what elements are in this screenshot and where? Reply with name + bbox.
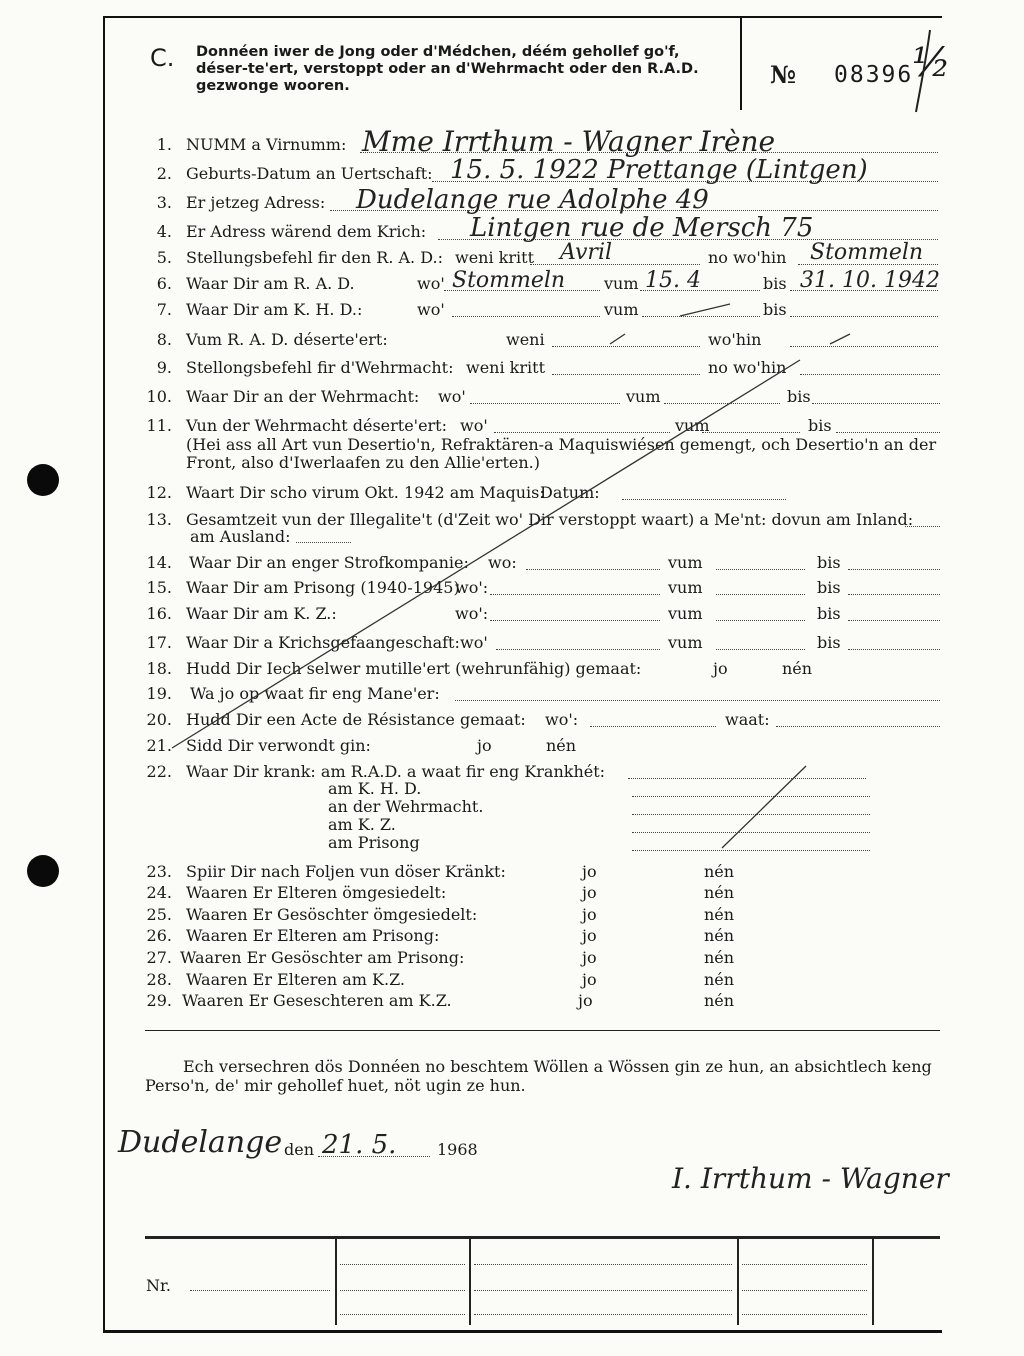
- row-number-6: 6.: [156, 274, 172, 293]
- row-number-10: 10.: [146, 387, 172, 406]
- row-label-8: Vum R. A. D. déserte'ert:: [186, 330, 388, 349]
- row-label-13: Gesamtzeit vun der Illegalite't (d'Zeit wo' Dir verstoppt waart) a Me'nt: dovun am Inland:: [186, 510, 914, 529]
- hw-name: Mme Irrthum - Wagner Irène: [362, 125, 776, 158]
- dash-row8: [610, 334, 625, 344]
- row-23-w1: jo: [582, 862, 597, 881]
- row-27-w2: nén: [704, 948, 735, 967]
- row-11-w2: vum: [675, 416, 710, 435]
- row-label-6: Waar Dir am R. A. D.: [186, 274, 355, 293]
- row-number-4: 4.: [156, 222, 172, 241]
- row-label-23: Spiir Dir nach Foljen vun döser Kränkt:: [186, 862, 506, 881]
- row-11-w3: bis: [808, 416, 832, 435]
- row-26-w1: jo: [582, 926, 597, 945]
- form-number: 08396: [834, 62, 914, 88]
- hw-rad-when: Avril: [560, 240, 613, 265]
- hw-rad-to: 31. 10. 1942: [800, 268, 940, 293]
- row-14-w3: bis: [817, 553, 841, 572]
- row-label-12: Waart Dir scho virum Okt. 1942 am Maquis:: [186, 483, 545, 502]
- row-21-w1: jo: [477, 736, 492, 755]
- row-28-w2: nén: [704, 970, 735, 989]
- row-8-w1: weni: [506, 330, 545, 349]
- row-16-w1: wo':: [455, 604, 489, 623]
- row-label-20: Hudd Dir een Acte de Résistance gemaat:: [186, 710, 526, 729]
- row22-sub-2: an der Wehrmacht.: [328, 797, 484, 816]
- declaration: Ech versechren dös Donnéen no beschtem Wöllen a Wössen gin ze hun, an absichtlech keng Perso'n, de' mir gehollef huet, nöt ugin ze hun.: [145, 1057, 932, 1095]
- row-label-14: Waar Dir an enger Strofkompanie:: [189, 553, 469, 572]
- row-24-w2: nén: [704, 883, 735, 902]
- row-number-15: 15.: [146, 578, 172, 597]
- row-12-w1: Datum:: [540, 483, 600, 502]
- row-number-9: 9.: [156, 358, 172, 377]
- row-label-1: NUMM a Virnumm:: [186, 135, 347, 154]
- row-14-w2: vum: [668, 553, 703, 572]
- row-number-19: 19.: [146, 684, 172, 703]
- row-label-19: Wa jo op waat fir eng Mane'er:: [190, 684, 440, 703]
- hw-rad-place: Stommeln: [452, 268, 566, 293]
- row-label-25: Waaren Er Gesöschter ömgesiedelt:: [186, 905, 478, 924]
- row-10-w1: wo': [438, 387, 466, 406]
- row-number-1: 1.: [156, 135, 172, 154]
- row-14-w1: wo:: [488, 553, 517, 572]
- row-number-27: 27.: [146, 948, 172, 967]
- row-label-21: Sidd Dir verwondt gin:: [186, 736, 371, 755]
- row11-note: (Hei ass all Art vun Desertio'n, Refraktären-a Maquiswiésen gemengt, och Desertio'n an der Front, also d'Iwerlaafen zu den Allie'erten.): [186, 435, 937, 472]
- row-number-25: 25.: [146, 905, 172, 924]
- number-sign: №: [770, 60, 797, 89]
- row-label-28: Waaren Er Elteren am K.Z.: [186, 970, 406, 989]
- row-label-4: Er Adress wärend dem Krich:: [186, 222, 427, 241]
- dash-row7: [680, 304, 730, 316]
- section-letter: C.: [150, 44, 175, 72]
- row-17-w2: vum: [668, 633, 703, 652]
- row-17-w3: bis: [817, 633, 841, 652]
- row-label-29: Waaren Er Geseschteren am K.Z.: [182, 991, 452, 1010]
- hw-place: Dudelange: [118, 1125, 283, 1160]
- row-number-3: 3.: [156, 193, 172, 212]
- row-label-7: Waar Dir am K. H. D.:: [186, 300, 363, 319]
- row-number-12: 12.: [146, 483, 172, 502]
- row-29-w2: nén: [704, 991, 735, 1010]
- row-17-w1: wo': [460, 633, 488, 652]
- row-16-w2: vum: [668, 604, 703, 623]
- row-number-8: 8.: [156, 330, 172, 349]
- den-label: den: [284, 1140, 315, 1159]
- hw-birth: 15. 5. 1922 Prettange (Lintgen): [450, 155, 868, 185]
- row-number-18: 18.: [146, 659, 172, 678]
- row-number-28: 28.: [146, 970, 172, 989]
- row-8-w2: wo'hin: [708, 330, 762, 349]
- row-23-w2: nén: [704, 862, 735, 881]
- row-24-w1: jo: [582, 883, 597, 902]
- row-15-w2: vum: [668, 578, 703, 597]
- row-number-13: 13.: [146, 510, 172, 529]
- diagonal-strike-22: [722, 766, 806, 848]
- row-11-w1: wo': [460, 416, 488, 435]
- row-label-22: Waar Dir krank: am R.A.D. a waat fir eng Krankhét:: [186, 762, 606, 781]
- row-label-24: Waaren Er Elteren ömgesiedelt:: [186, 883, 447, 902]
- hw-rad-where: Stommeln: [810, 240, 924, 265]
- row-16-w3: bis: [817, 604, 841, 623]
- row-6-w2: vum: [604, 274, 639, 293]
- hw-rad-from: 15. 4: [645, 268, 701, 293]
- row-20-w2: waat:: [725, 710, 770, 729]
- row-28-w1: jo: [582, 970, 597, 989]
- row-number-22: 22.: [146, 762, 172, 781]
- row-label-5: Stellungsbefehl fir den R. A. D.:: [186, 248, 443, 267]
- row-label-3: Er jetzeg Adress:: [186, 193, 326, 212]
- row-number-16: 16.: [146, 604, 172, 623]
- section-title: Donnéen iwer de Jong oder d'Médchen, déém gehollef go'f, déser-te'ert, verstoppt oder an d'Wehrmacht oder den R.A.D. gezwonge wooren.: [196, 44, 699, 94]
- row-7-w3: bis: [763, 300, 787, 319]
- row-number-7: 7.: [156, 300, 172, 319]
- hw-war-address: Lintgen rue de Mersch 75: [470, 213, 814, 243]
- row-21-w2: nén: [546, 736, 577, 755]
- row-number-2: 2.: [156, 164, 172, 183]
- row22-sub-4: am Prisong: [328, 833, 420, 852]
- row-25-w2: nén: [704, 905, 735, 924]
- row-18-w1: jo: [713, 659, 728, 678]
- row-number-21: 21.: [146, 736, 172, 755]
- handwritten-mark: ½: [912, 40, 951, 86]
- row-number-24: 24.: [146, 883, 172, 902]
- row-number-11: 11.: [146, 416, 172, 435]
- row-10-w2: vum: [626, 387, 661, 406]
- row-20-w1: wo':: [545, 710, 579, 729]
- row-label-11: Vun der Wehrmacht déserte'ert:: [186, 416, 447, 435]
- hw-signature: I. Irrthum - Wagner: [672, 1162, 949, 1195]
- row-number-5: 5.: [156, 248, 172, 267]
- row-label-27: Waaren Er Gesöschter am Prisong:: [180, 948, 465, 967]
- row-label-10: Waar Dir an der Wehrmacht:: [186, 387, 420, 406]
- row-label-17: Waar Dir a Krichsgefaangeschaft:: [186, 633, 460, 652]
- row-27-w1: jo: [582, 948, 597, 967]
- row-number-17: 17.: [146, 633, 172, 652]
- row-9-w1: weni kritt: [466, 358, 545, 377]
- row-18-w2: nén: [782, 659, 813, 678]
- row-25-w1: jo: [582, 905, 597, 924]
- row-number-26: 26.: [146, 926, 172, 945]
- row-10-w3: bis: [787, 387, 811, 406]
- dash-row8b: [830, 334, 850, 344]
- row-26-w2: nén: [704, 926, 735, 945]
- row-number-20: 20.: [146, 710, 172, 729]
- row22-sub-1: am K. H. D.: [328, 779, 422, 798]
- hw-date: 21. 5.: [322, 1130, 397, 1160]
- row-6-w1: wo': [417, 274, 445, 293]
- row22-sub-3: am K. Z.: [328, 815, 396, 834]
- row-29-w1: jo: [578, 991, 593, 1010]
- row-9-w2: no wo'hin: [708, 358, 787, 377]
- row-label-18: Hudd Dir Iech selwer mutille'ert (wehrunfähig) gemaat:: [186, 659, 642, 678]
- row-number-29: 29.: [146, 991, 172, 1010]
- row-6-w3: bis: [763, 274, 787, 293]
- row-label-16: Waar Dir am K. Z.:: [186, 604, 337, 623]
- vertical-pen-stroke: [916, 30, 930, 112]
- row-label-26: Waaren Er Elteren am Prisong:: [186, 926, 440, 945]
- hw-address: Dudelange rue Adolphe 49: [356, 185, 709, 215]
- row13-continuation: am Ausland:: [190, 527, 291, 546]
- row-label-15: Waar Dir am Prisong (1940-1945): [186, 578, 460, 597]
- row-label-2: Geburts-Datum an Uertschaft:: [186, 164, 433, 183]
- row-5-end: no wo'hin: [708, 248, 787, 267]
- row-number-14: 14.: [146, 553, 172, 572]
- nr-label: Nr.: [146, 1276, 171, 1295]
- diagonal-strike-main: [172, 360, 800, 748]
- row-number-23: 23.: [146, 862, 172, 881]
- year: 1968: [437, 1140, 478, 1159]
- row-15-w3: bis: [817, 578, 841, 597]
- row-15-w1: wo':: [455, 578, 489, 597]
- row-7-w2: vum: [604, 300, 639, 319]
- row-5-mid: weni kritt: [455, 248, 534, 267]
- row-7-w1: wo': [417, 300, 445, 319]
- row-label-9: Stellongsbefehl fir d'Wehrmacht:: [186, 358, 454, 377]
